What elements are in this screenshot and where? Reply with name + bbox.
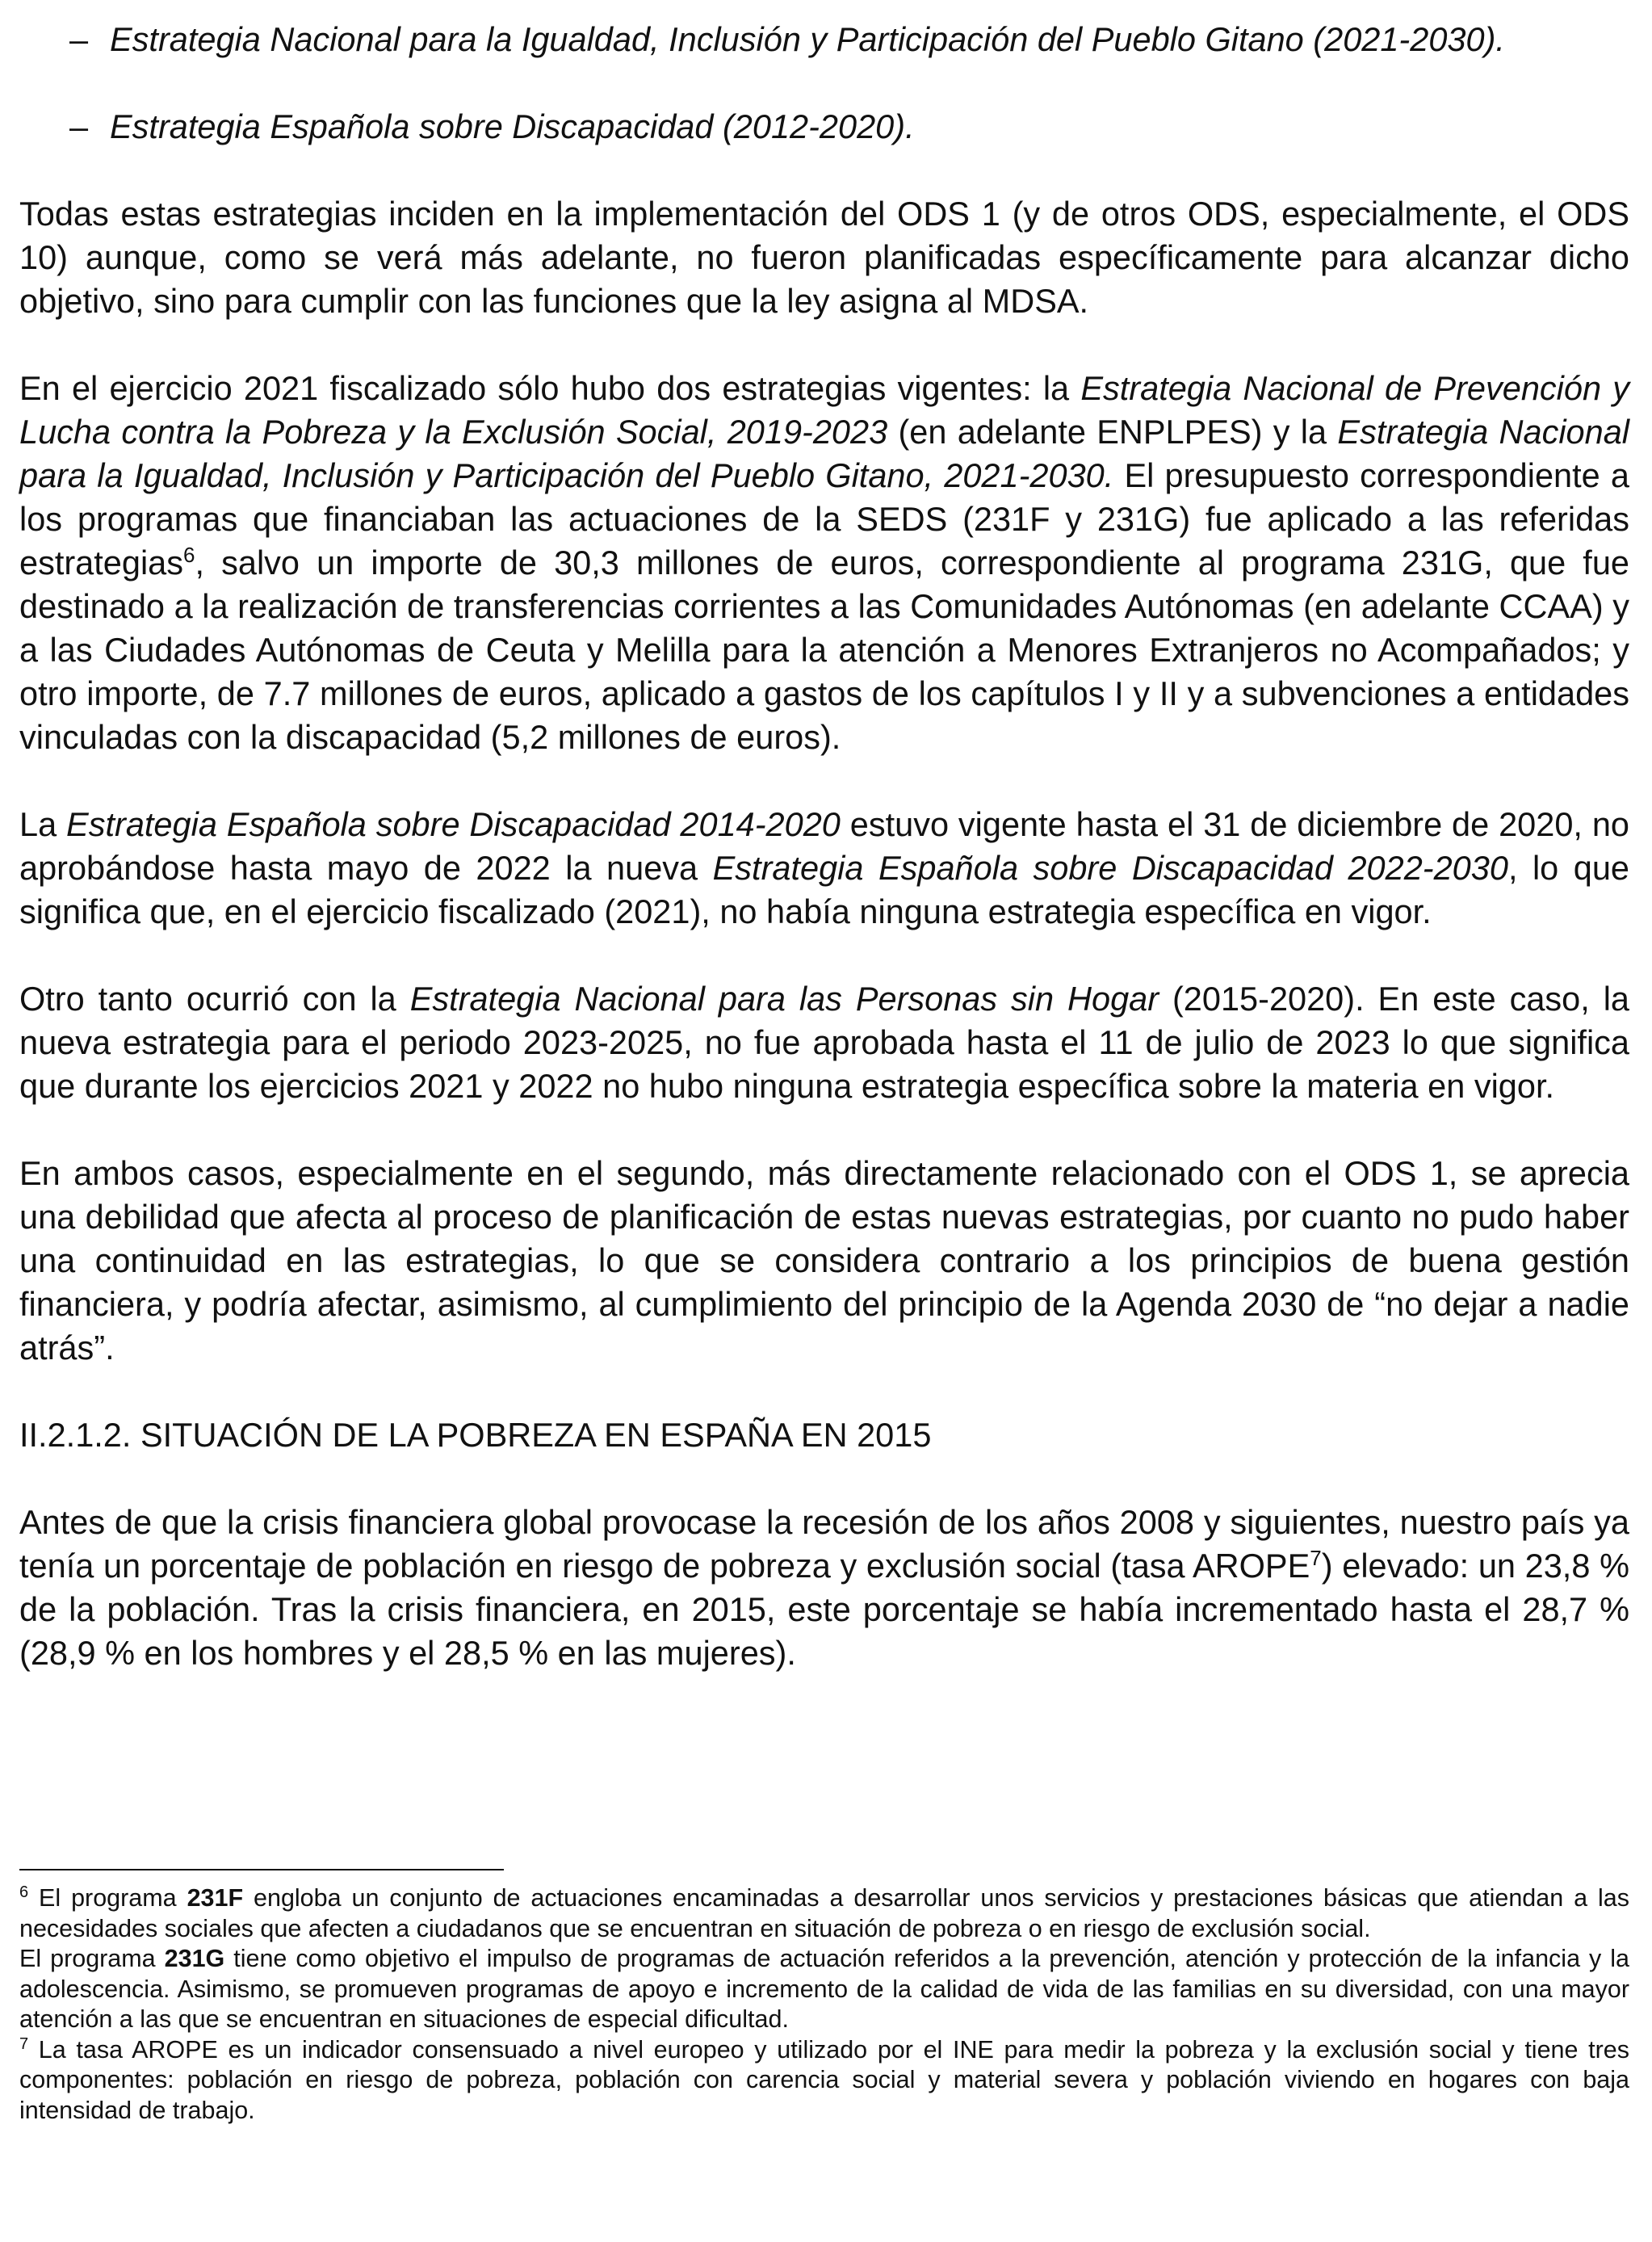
footnote-separator [19, 1869, 504, 1870]
list-item [19, 18, 1629, 61]
paragraph: Todas estas estrategias inciden en la implementación del ODS 1 (y de otros ODS, especialmente, el ODS 10) aunque, como se verá más adelante, no fueron planificadas específicamente para alcanzar dicho objetivo, sino para cumplir con las funciones que la ley asigna al MDSA. [19, 195, 1629, 320]
footnote-ref[interactable]: 6 [183, 543, 195, 568]
document-body [19, 18, 1629, 1675]
paragraph: En el ejercicio 2021 fiscalizado sólo hubo dos estrategias vigentes: la Estrategia Nacional de Prevención y Lucha contra la Pobreza y la Exclusión Social, 2019-2023 (en adelante ENPLPES) y la Estrategia Nacional para la Igualdad, Inclusión y Participación del Pueblo Gitano, 2021-2030. El presupuesto correspondiente a los programas que financiaban las actuaciones de la SEDS (231F y 231G) fue aplicado a las referidas estrategias$^6$, salvo un importe de 30,3 millones de euros, correspondiente al programa 231G, que fue destinado a la realización de transferencias corrientes a las Comunidades Autónomas (en adelante CCAA) y a las Ciudades Autónomas de Ceuta y Melilla para la atención a Menores Extranjeros no Acompañados; y otro importe, de 7.7 millones de euros, aplicado a gastos de los capítulos I y II y a subvenciones a entidades vinculadas con la discapacidad (5,2 millones de euros). [19, 369, 1629, 756]
footnotes [19, 1883, 1629, 2126]
paragraph: En ambos casos, especialmente en el segundo, más directamente relacionado con el ODS 1, se aprecia una debilidad que afecta al proceso de planificación de estas nuevas estrategias, por cuanto no pudo haber una continuidad en las estrategias, lo que se considera contrario a los principios de buena gestión financiera, y podría afectar, asimismo, al cumplimiento del principio de la Agenda 2030 de “no dejar a nadie atrás”. [19, 1154, 1629, 1367]
footnote: $^7$ La tasa AROPE es un indicador consensuado a nivel europeo y utilizado por el INE para medir la pobreza y la exclusión social y tiene tres componentes: población en riesgo de pobreza, población con carencia social y material severa y población viviendo en hogares con baja intensidad de trabajo. [19, 2034, 1629, 2124]
paragraph: Otro tanto ocurrió con la Estrategia Nacional para las Personas sin Hogar (2015-2020). En este caso, la nueva estrategia para el periodo 2023-2025, no fue aprobada hasta el 11 de julio de 2023 lo que significa que durante los ejercicios 2021 y 2022 no hubo ninguna estrategia específica sobre la materia en vigor. [19, 980, 1629, 1105]
footnote-ref[interactable]: 7 [1310, 1546, 1322, 1571]
list-item [19, 105, 1629, 149]
footnote: El programa 231G tiene como objetivo el impulso de programas de actuación referidos a la prevención, atención y protección de la infancia y la adolescencia. Asimismo, se promueven programas de apoyo e incremento de la calidad de vida de las familias en su diversidad, con una mayor atención a las que se encuentran en situaciones de especial dificultad. [19, 1945, 1629, 2033]
paragraph: Antes de que la crisis financiera global provocase la recesión de los años 2008 y siguientes, nuestro país ya tenía un porcentaje de población en riesgo de pobreza y exclusión social (tasa AROPE$^7$) elevado: un 23,8 % de la población. Tras la crisis financiera, en 2015, este porcentaje se había incrementado hasta el 28,7 % (28,9 % en los hombres y el 28,5 % en las mujeres). [19, 1503, 1629, 1672]
list-item-text: Estrategia Nacional para la Igualdad, Inclusión y Participación del Pueblo Gitano (2021-2030). [110, 20, 1505, 58]
list-item-text: Estrategia Española sobre Discapacidad (2012-2020). [110, 107, 915, 145]
footnote: $^6$ El programa 231F engloba un conjunto de actuaciones encaminadas a desarrollar unos servicios y prestaciones básicas que atiendan a las necesidades sociales que afecten a ciudadanos que se encuentran en situación de pobreza o en riesgo de exclusión social. [19, 1883, 1629, 1942]
list-marker: – [69, 107, 89, 145]
section-heading: II.2.1.2. SITUACIÓN DE LA POBREZA EN ESPAÑA EN 2015 [19, 1416, 932, 1454]
paragraph: La Estrategia Española sobre Discapacidad 2014-2020 estuvo vigente hasta el 31 de diciembre de 2020, no aprobándose hasta mayo de 2022 la nueva Estrategia Española sobre Discapacidad 2022-2030, lo que significa que, en el ejercicio fiscalizado (2021), no había ninguna estrategia específica en vigor. [19, 805, 1629, 930]
list-marker: – [69, 20, 89, 58]
